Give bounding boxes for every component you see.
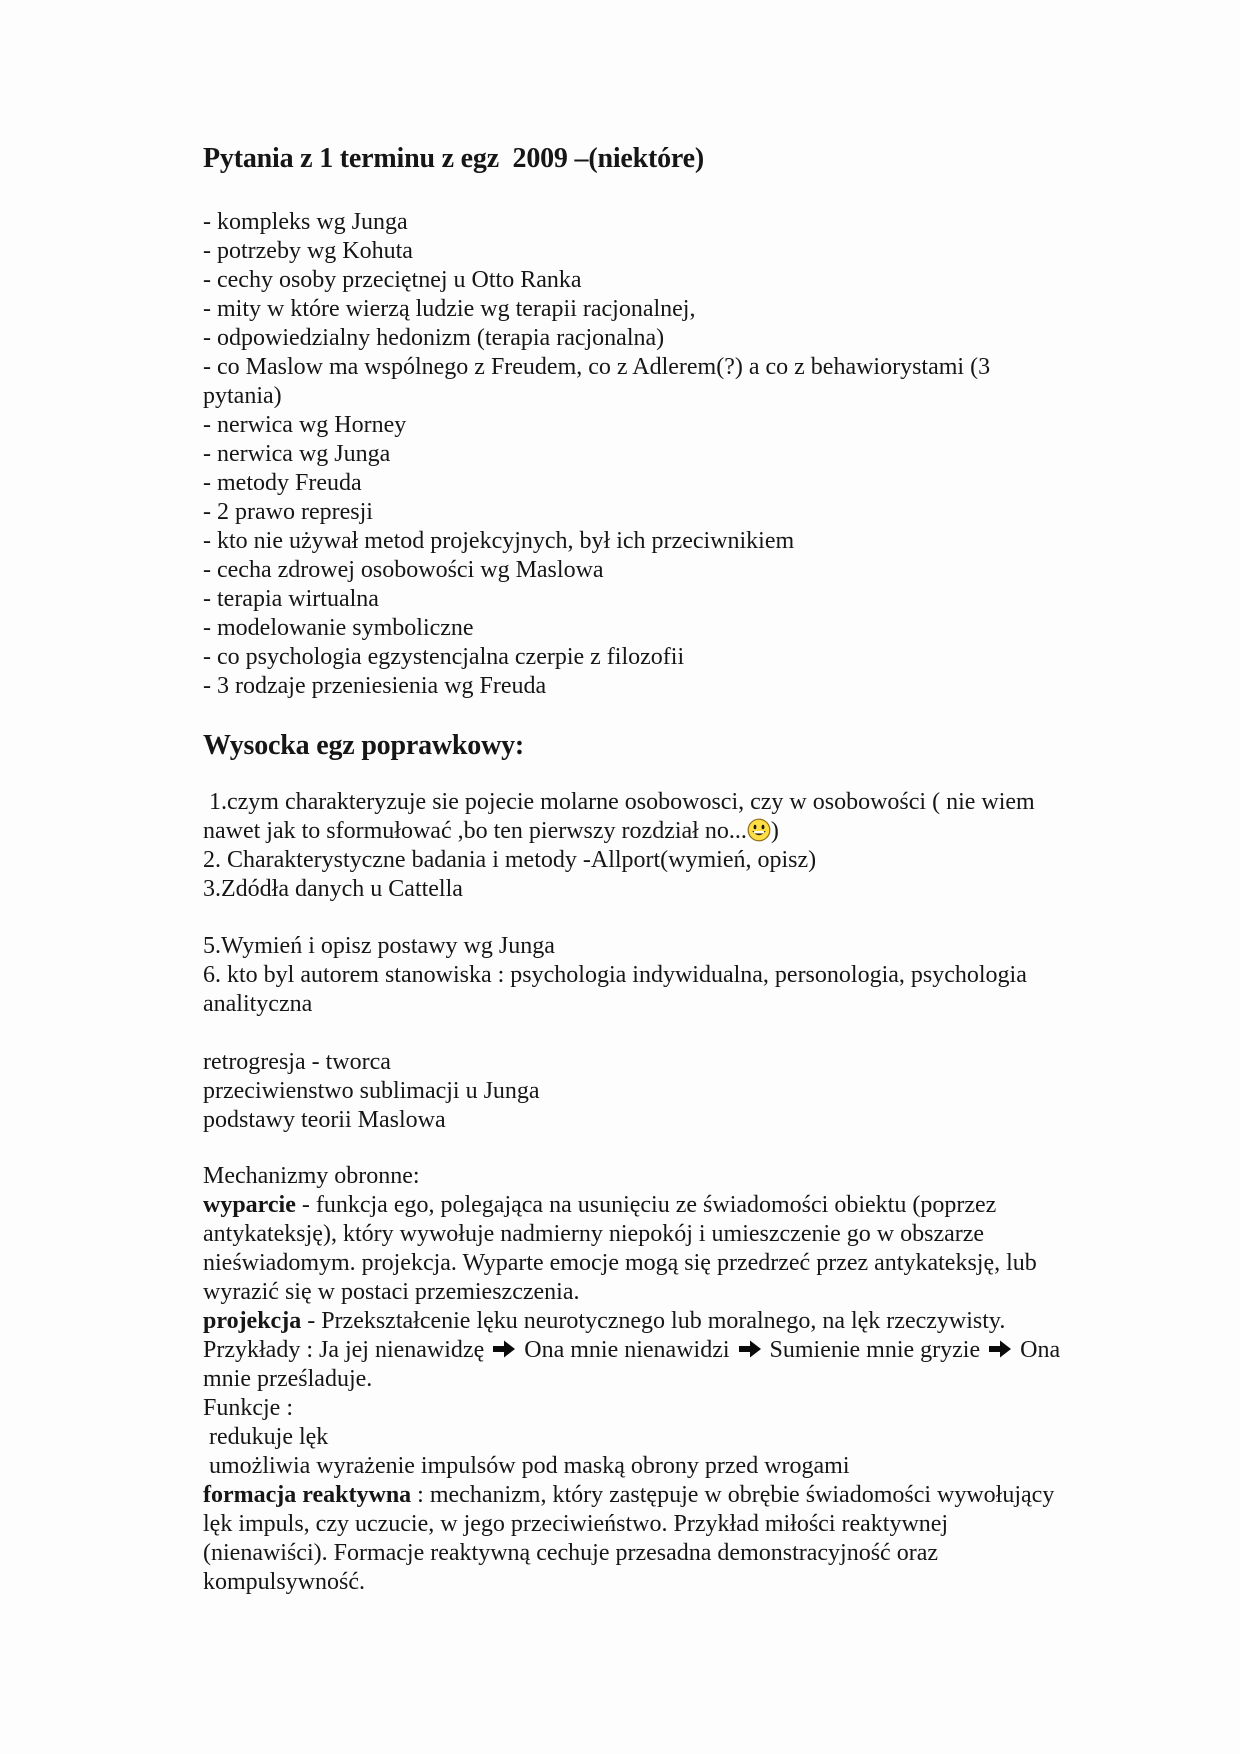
text-segment: pytania) — [203, 383, 282, 409]
bold-term: projekcja — [203, 1308, 302, 1334]
text-segment: - metody Freuda — [203, 470, 362, 496]
right-arrow-icon — [736, 1336, 764, 1365]
text-segment: podstawy teorii Maslowa — [203, 1107, 446, 1133]
text-segment: Ona mnie nienawidzi — [518, 1337, 736, 1363]
text-segment: ) — [770, 818, 779, 844]
grinning-emoji-icon — [747, 817, 771, 846]
text-segment: nieświadomym. projekcja. Wyparte emocje mogą się przedrzeć przez antykateksję, lub — [203, 1250, 1037, 1276]
text-segment: antykateksję), który wywołuje nadmierny niepokój i umieszczenie go w obszarze — [203, 1221, 985, 1247]
text-line — [203, 1162, 1123, 1191]
text-segment: - co Maslow ma wspólnego z Freudem, co z Adlerem(?) a co z behawiorystami (3 — [203, 354, 991, 380]
right-arrow-icon — [490, 1336, 518, 1365]
text-line — [203, 382, 1123, 411]
text-line — [203, 1191, 1123, 1220]
text-segment: - kto nie używał metod projekcyjnych, był ich przeciwnikiem — [203, 528, 795, 554]
text-segment: - co psychologia egzystencjalna czerpie z filozofii — [203, 644, 685, 670]
text-segment: 6. kto byl autorem stanowiska : psychologia indywidualna, personologia, psychologia — [203, 962, 1027, 988]
text-segment: Przykłady : Ja jej nienawidzę — [203, 1337, 491, 1363]
text-line — [203, 817, 1123, 846]
text-line — [203, 1365, 1123, 1394]
text-segment: mnie prześladuje. — [203, 1366, 373, 1392]
text-line — [203, 1423, 1123, 1452]
text-line — [203, 585, 1123, 614]
text-segment: redukuje lęk — [203, 1424, 329, 1450]
text-segment: - kompleks wg Junga — [203, 209, 408, 235]
document-title — [203, 144, 1123, 173]
defense-mechanisms — [203, 1162, 1123, 1597]
text-segment: kompulsywność. — [203, 1569, 365, 1595]
text-line — [203, 1539, 1123, 1568]
text-line — [203, 353, 1123, 382]
text-line — [203, 1452, 1123, 1481]
text-segment: : mechanizm, który zastępuje w obrębie świadomości wywołujący — [411, 1482, 1055, 1508]
text-line — [203, 932, 1123, 961]
text-line — [203, 411, 1123, 440]
text-segment: (nienawiści). Formacje reaktywną cechuje przesadna demonstracyjność oraz — [203, 1540, 938, 1566]
text-line — [203, 1077, 1123, 1106]
text-segment: - nerwica wg Horney — [203, 412, 407, 438]
text-segment: - 2 prawo represji — [203, 499, 373, 525]
text-segment: 2. Charakterystyczne badania i metody -Allport(wymień, opisz) — [203, 847, 817, 873]
text-line — [203, 1394, 1123, 1423]
text-segment: - Przekształcenie lęku neurotycznego lub moralnego, na lęk rzeczywisty. — [301, 1308, 1006, 1334]
text-segment: Mechanizmy obronne: — [203, 1163, 420, 1189]
text-segment: - modelowanie symboliczne — [203, 615, 474, 641]
text-line — [203, 498, 1123, 527]
text-segment: wyrazić się w postaci przemieszczenia. — [203, 1279, 580, 1305]
text-line — [203, 440, 1123, 469]
text-line — [203, 961, 1123, 990]
text-segment: - odpowiedzialny hedonizm (terapia racjonalna) — [203, 325, 665, 351]
text-line — [203, 1336, 1123, 1365]
bold-term: wyparcie — [203, 1192, 296, 1218]
text-line — [203, 1481, 1123, 1510]
bold-term: Wysocka egz poprawkowy: — [203, 730, 525, 761]
bold-term: formacja reaktywna — [203, 1482, 412, 1508]
text-segment: Ona — [1014, 1337, 1061, 1363]
bold-term: Pytania z 1 terminu z egz 2009 –(niektóre) — [203, 143, 704, 174]
question-list — [203, 208, 1123, 701]
text-line — [203, 266, 1123, 295]
text-line — [203, 1106, 1123, 1135]
text-line — [203, 1278, 1123, 1307]
text-segment: - mity w które wierzą ludzie wg terapii racjonalnej, — [203, 296, 696, 322]
text-line — [203, 1510, 1123, 1539]
right-arrow-icon — [986, 1336, 1014, 1365]
text-segment: lęk impuls, czy uczucie, w jego przeciwieństwo. Przykład miłości reaktywnej — [203, 1511, 949, 1537]
text-segment: - terapia wirtualna — [203, 586, 379, 612]
text-segment: - cecha zdrowej osobowości wg Maslowa — [203, 557, 604, 583]
text-line — [203, 643, 1123, 672]
text-line — [203, 1249, 1123, 1278]
text-segment: nawet jak to sformułować ,bo ten pierwszy rozdział no... — [203, 818, 747, 844]
text-segment: 1.czym charakteryzuje sie pojecie molarne osobowosci, czy w osobowości ( nie wiem — [203, 789, 1035, 815]
text-segment: przeciwienstwo sublimacji u Junga — [203, 1078, 540, 1104]
short-topics — [203, 1048, 1123, 1135]
text-line — [203, 295, 1123, 324]
text-line — [203, 237, 1123, 266]
text-segment: 5.Wymień i opisz postawy wg Junga — [203, 933, 555, 959]
text-line — [203, 1220, 1123, 1249]
text-segment: - potrzeby wg Kohuta — [203, 238, 413, 264]
text-segment: - cechy osoby przeciętnej u Otto Ranka — [203, 267, 582, 293]
text-line — [203, 469, 1123, 498]
text-line — [203, 731, 1123, 760]
text-segment: analityczna — [203, 991, 313, 1017]
text-line — [203, 672, 1123, 701]
text-line — [203, 788, 1123, 817]
text-segment: - nerwica wg Junga — [203, 441, 391, 467]
text-segment: Funkcje : — [203, 1395, 293, 1421]
text-segment: 3.Zdódła danych u Cattella — [203, 876, 463, 902]
text-line — [203, 614, 1123, 643]
text-line — [203, 1307, 1123, 1336]
section-heading-wysocka — [203, 731, 1123, 760]
text-line — [203, 1048, 1123, 1077]
text-line — [203, 208, 1123, 237]
text-line — [203, 846, 1123, 875]
text-segment: - funkcja ego, polegająca na usunięciu ze świadomości obiektu (poprzez — [295, 1192, 997, 1218]
text-segment: - 3 rodzaje przeniesienia wg Freuda — [203, 673, 547, 699]
numbered-questions-1 — [203, 788, 1123, 904]
text-line — [203, 1568, 1123, 1597]
text-line — [203, 527, 1123, 556]
text-line — [203, 875, 1123, 904]
text-line — [203, 324, 1123, 353]
numbered-questions-2 — [203, 932, 1123, 1019]
text-segment: umożliwia wyrażenie impulsów pod maską obrony przed wrogami — [203, 1453, 850, 1479]
text-line — [203, 144, 1123, 173]
text-line — [203, 556, 1123, 585]
text-segment: Sumienie mnie gryzie — [763, 1337, 987, 1363]
text-segment: retrogresja - tworca — [203, 1049, 391, 1075]
text-line — [203, 990, 1123, 1019]
